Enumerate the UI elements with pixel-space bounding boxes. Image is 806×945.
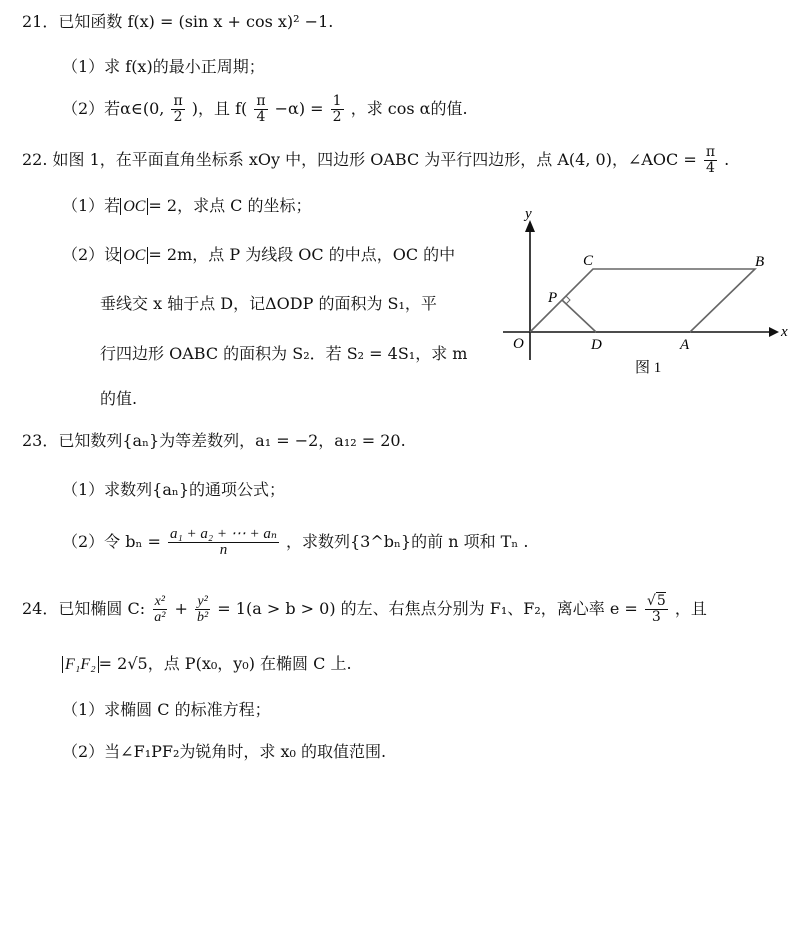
fraction-pi-over-4: $\frac{\pi}{4}$ <box>256 93 266 125</box>
label-a: A <box>680 337 690 353</box>
x-axis-arrow <box>769 327 779 337</box>
fraction-one-half: $\frac{1}{2}$ <box>332 93 342 125</box>
q23-part1: （1）求数列{aₙ}的通项公式； <box>62 480 286 499</box>
fraction-bn: $\frac{\text{a₁ + a₂ + ⋯ + aₙ}}{n}$ <box>170 526 277 558</box>
label-y: y <box>525 206 532 222</box>
q22-part2-line4: 的值. <box>100 389 138 408</box>
q21-part2: （2）若α∈(0, $\frac{\pi}{2}$ )，且 f( $\frac{\pi}{4}$ −α) = $\frac{1}{2}$ ，求 cos α的值. <box>62 93 468 125</box>
q21-part1: （1）求 f(x)的最小正周期； <box>62 57 265 76</box>
fraction-y2-b2: $\frac{\text{y²}}{\text{b²}}$ <box>196 594 209 625</box>
q23-part2: （2）令 bₙ = $\frac{\text{a₁ + a₂ + ⋯ + aₙ}}{n}$ ，求数列{3^bₙ}的前 n 项和 Tₙ . <box>62 526 529 558</box>
perpendicular-pd <box>562 300 596 332</box>
fraction-pi-over-2: $\frac{\pi}{2}$ <box>173 93 183 125</box>
q21-stem: 21．已知函数 f(x) = (sin x + cos x)² −1. <box>22 12 334 31</box>
fraction-sqrt5-over-3: $\frac{√5}{3}$ <box>646 593 666 625</box>
q22-part1: （1）若 OC = 2，求点 C 的坐标； <box>62 196 312 215</box>
fraction-x2-a2: $\frac{\text{x²}}{\text{a²}}$ <box>154 594 166 625</box>
q24-part1: （1）求椭圆 C 的标准方程； <box>62 700 271 719</box>
label-p: P <box>548 290 558 306</box>
fraction-pi-over-4-aoc: $\frac{\pi}{4}$ <box>705 144 716 176</box>
figure-caption: 图 1 <box>635 360 662 376</box>
label-b: B <box>755 254 765 270</box>
q24-line2: F₁F₂ = 2√5，点 P(x₀，y₀) 在椭圆 C 上. <box>62 653 352 676</box>
q22-stem: 22. 如图 1，在平面直角坐标系 xOy 中，四边形 OABC 为平行四边形，点 A(4, 0)，∠AOC = $\frac{\pi}{4}$ . <box>22 144 730 176</box>
right-angle-mark <box>566 296 570 304</box>
label-c: C <box>583 253 594 269</box>
figure-1-coordinate-diagram <box>495 200 795 385</box>
q24-part2: （2）当∠F₁PF₂为锐角时，求 x₀ 的取值范围. <box>62 742 387 761</box>
q22-part2-line1: （2）设 OC = 2m，点 P 为线段 OC 的中点，OC 的中 <box>62 245 456 264</box>
label-d: D <box>591 337 602 353</box>
q22-part2-line3: 行四边形 OABC 的面积为 S₂．若 S₂ = 4S₁，求 m <box>100 344 468 363</box>
q22-part2-line2: 垂线交 x 轴于点 D，记ΔODP 的面积为 S₁，平 <box>100 294 437 313</box>
q24-stem: 24．已知椭圆 C: $\frac{\text{x²}}{\text{a²}}$ + $\frac{\text{y²}}{\text{b²}}$ = 1(a > b > 0) 的左、右焦点分别为 F₁、F₂，离心率 e = $\frac{√5}{3}$ ，且 <box>22 593 707 625</box>
parallelogram-oabc <box>530 269 755 332</box>
label-x: x <box>781 324 788 340</box>
label-o: O <box>513 336 524 352</box>
q23-stem: 23．已知数列{aₙ}为等差数列，a₁ = −2，a₁₂ = 20. <box>22 431 406 450</box>
